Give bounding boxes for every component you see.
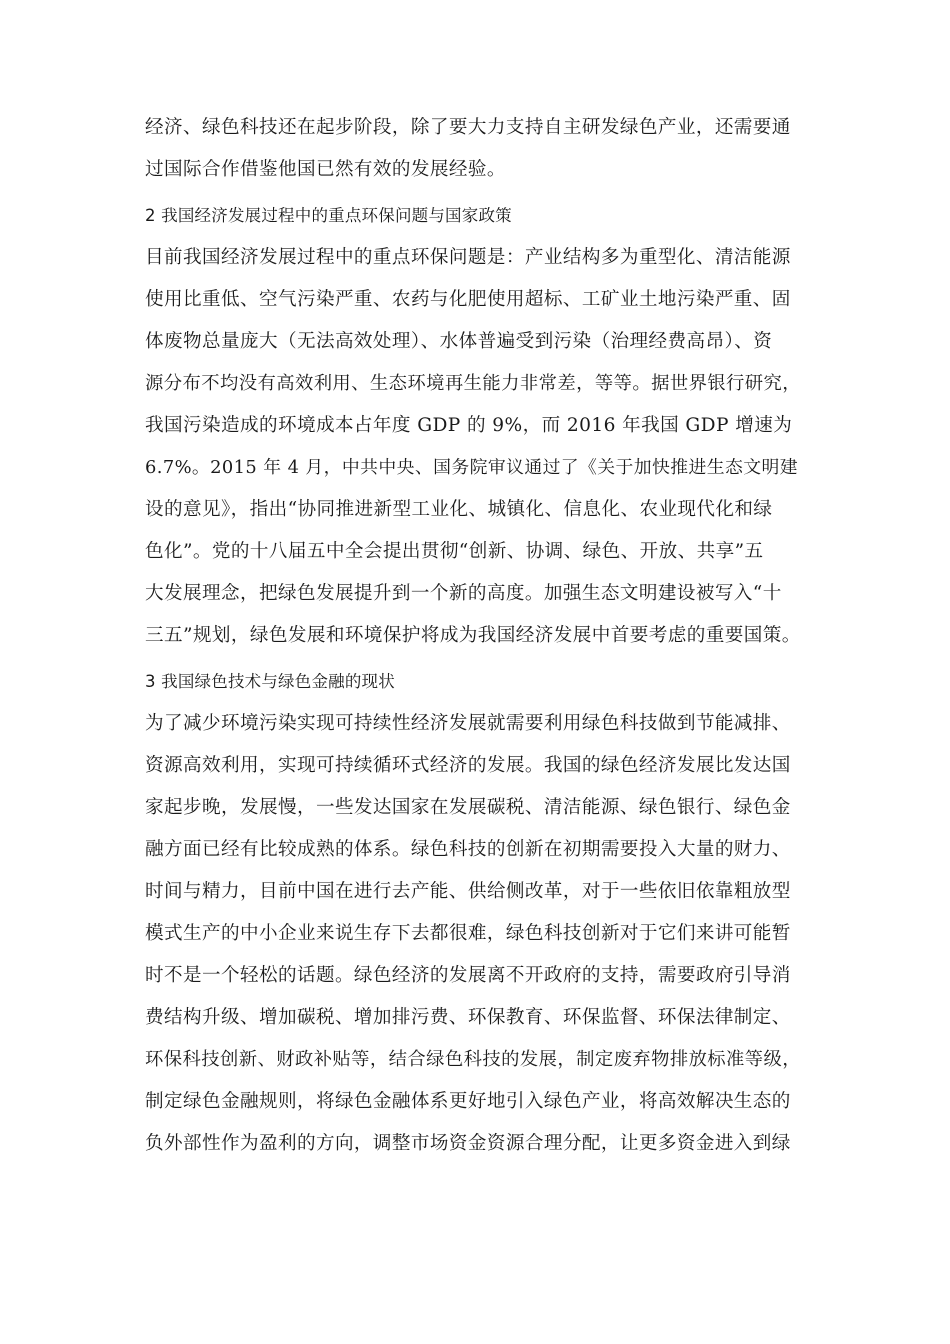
paragraph-line: 经济、绿色科技还在起步阶段，除了要大力支持自主研发绿色产业，还需要通 <box>145 117 791 138</box>
paragraph-line: 目前我国经济发展过程中的重点环保问题是：产业结构多为重型化、清洁能源 <box>145 247 791 268</box>
paragraph-line: 体废物总量庞大（无法高效处理）、水体普遍受到污染（治理经费高昂）、资 <box>145 331 773 352</box>
paragraph-line: 负外部性作为盈利的方向，调整市场资金资源合理分配，让更多资金进入到绿 <box>145 1133 791 1154</box>
paragraph-line: 模式生产的中小企业来说生存下去都很难，绿色科技创新对于它们来讲可能暂 <box>145 923 791 944</box>
paragraph-line: 制定绿色金融规则，将绿色金融体系更好地引入绿色产业，将高效解决生态的 <box>145 1091 791 1112</box>
paragraph-line: 时不是一个轻松的话题。绿色经济的发展离不开政府的支持，需要政府引导消 <box>145 965 791 986</box>
paragraph-line: 为了减少环境污染实现可持续性经济发展就需要利用绿色科技做到节能减排、 <box>145 713 791 734</box>
paragraph-line: 环保科技创新、财政补贴等，结合绿色科技的发展，制定废弃物排放标准等级， <box>145 1049 802 1070</box>
paragraph-line: 时间与精力，目前中国在进行去产能、供给侧改革，对于一些依旧依靠粗放型 <box>145 881 791 902</box>
paragraph-line: 使用比重低、空气污染严重、农药与化肥使用超标、工矿业土地污染严重、固 <box>145 289 791 310</box>
paragraph-line: 设的意见》，指出“协同推进新型工业化、城镇化、信息化、农业现代化和绿 <box>145 499 773 520</box>
paragraph-line: 融方面已经有比较成熟的体系。绿色科技的创新在初期需要投入大量的财力、 <box>145 839 791 860</box>
paragraph-line: 三五”规划，绿色发展和环境保护将成为我国经济发展中首要考虑的重要国策。 <box>145 625 801 646</box>
paragraph-line: 家起步晚，发展慢，一些发达国家在发展碳税、清洁能源、绿色银行、绿色金 <box>145 797 791 818</box>
section-heading-3: 3 我国绿色技术与绿色金融的现状 <box>145 672 395 691</box>
paragraph-line: 色化”。党的十八届五中全会提出贯彻“创新、协调、绿色、开放、共享”五 <box>145 541 764 562</box>
paragraph-line: 大发展理念，把绿色发展提升到一个新的高度。加强生态文明建设被写入“十 <box>145 583 782 604</box>
paragraph-line: 我国污染造成的环境成本占年度 GDP 的 9%，而 2016 年我国 GDP 增速为 <box>145 415 793 436</box>
paragraph-line: 6.7%。2015 年 4 月，中共中央、国务院审议通过了《关于加快推进生态文明建 <box>145 457 798 478</box>
paragraph-line: 过国际合作借鉴他国已然有效的发展经验。 <box>145 159 506 180</box>
paragraph-line: 源分布不均没有高效利用、生态环境再生能力非常差，等等。据世界银行研究， <box>145 373 802 394</box>
paragraph-line: 资源高效利用，实现可持续循环式经济的发展。我国的绿色经济发展比发达国 <box>145 755 791 776</box>
section-heading-2: 2 我国经济发展过程中的重点环保问题与国家政策 <box>145 206 512 225</box>
paragraph-line: 费结构升级、增加碳税、增加排污费、环保教育、环保监督、环保法律制定、 <box>145 1007 791 1028</box>
